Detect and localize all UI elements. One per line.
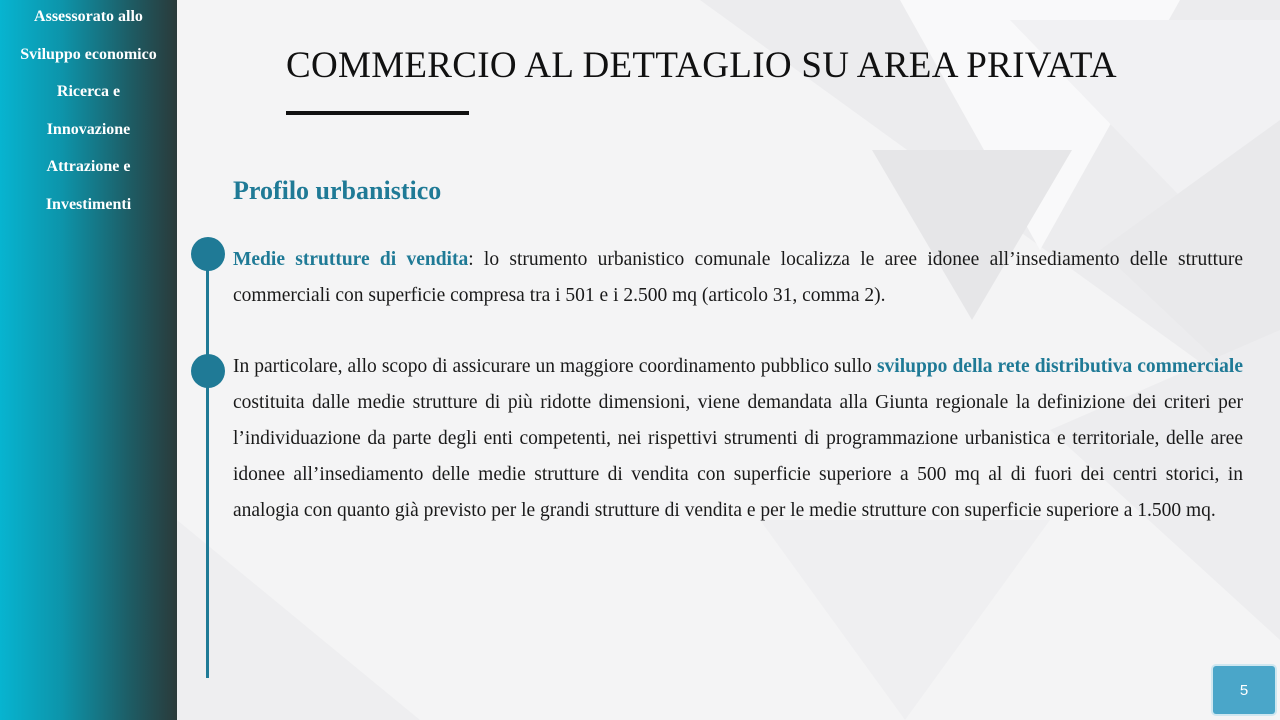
department-line-2: Sviluppo economico bbox=[20, 45, 157, 63]
department-line-1: Assessorato allo bbox=[34, 8, 143, 25]
sidebar-panel bbox=[0, 0, 177, 720]
timeline-dot-2 bbox=[191, 354, 225, 388]
department-line-4: Innovazione bbox=[46, 120, 131, 138]
slide-title: COMMERCIO AL DETTAGLIO SU AREA PRIVATA bbox=[286, 45, 1117, 86]
section-subtitle: Profilo urbanistico bbox=[233, 176, 442, 205]
department-line-3: Ricerca e bbox=[56, 83, 121, 100]
paragraph-1-text: : lo strumento urbanistico comunale localizza le aree idonee all’insediamento delle strutture commerciali con superficie compresa tra i 501 e i 2.500 mq (articolo 31, comma 2). bbox=[233, 249, 1244, 306]
highlight-rete-distributiva: sviluppo della rete distributiva commerciale bbox=[876, 356, 1243, 377]
highlight-medie-strutture: Medie strutture di vendita bbox=[233, 249, 469, 270]
department-line-5: Attrazione e bbox=[46, 158, 131, 175]
paragraph-2-text-after: costituita dalle medie strutture di più ridotte dimensioni, viene demandata alla Giunta regionale la definizione dei criteri per l’individuazione da parte degli enti competenti, nei rispettivi strumenti di programmazione urbanistica e territoriale, delle aree idonee all’insediamento delle medie strutture di vendita con superficie superiore a 500 mq al di fuori dei centri storici, in analogia con quanto già previsto per le grandi strutture di vendita e per le medie strutture con superficie superiore a 1.500 mq. bbox=[233, 392, 1243, 521]
timeline-dot-1 bbox=[191, 237, 225, 271]
title-underline bbox=[286, 111, 469, 115]
page-number-badge: 5 bbox=[1213, 666, 1275, 714]
department-label bbox=[0, 0, 177, 225]
paragraph-1 bbox=[233, 242, 1243, 314]
paragraph-2 bbox=[233, 349, 1243, 529]
paragraph-2-text-before: In particolare, allo scopo di assicurare un maggiore coordinamento pubblico sullo bbox=[233, 356, 877, 377]
timeline-line bbox=[206, 254, 209, 678]
department-line-6: Investimenti bbox=[45, 195, 132, 213]
